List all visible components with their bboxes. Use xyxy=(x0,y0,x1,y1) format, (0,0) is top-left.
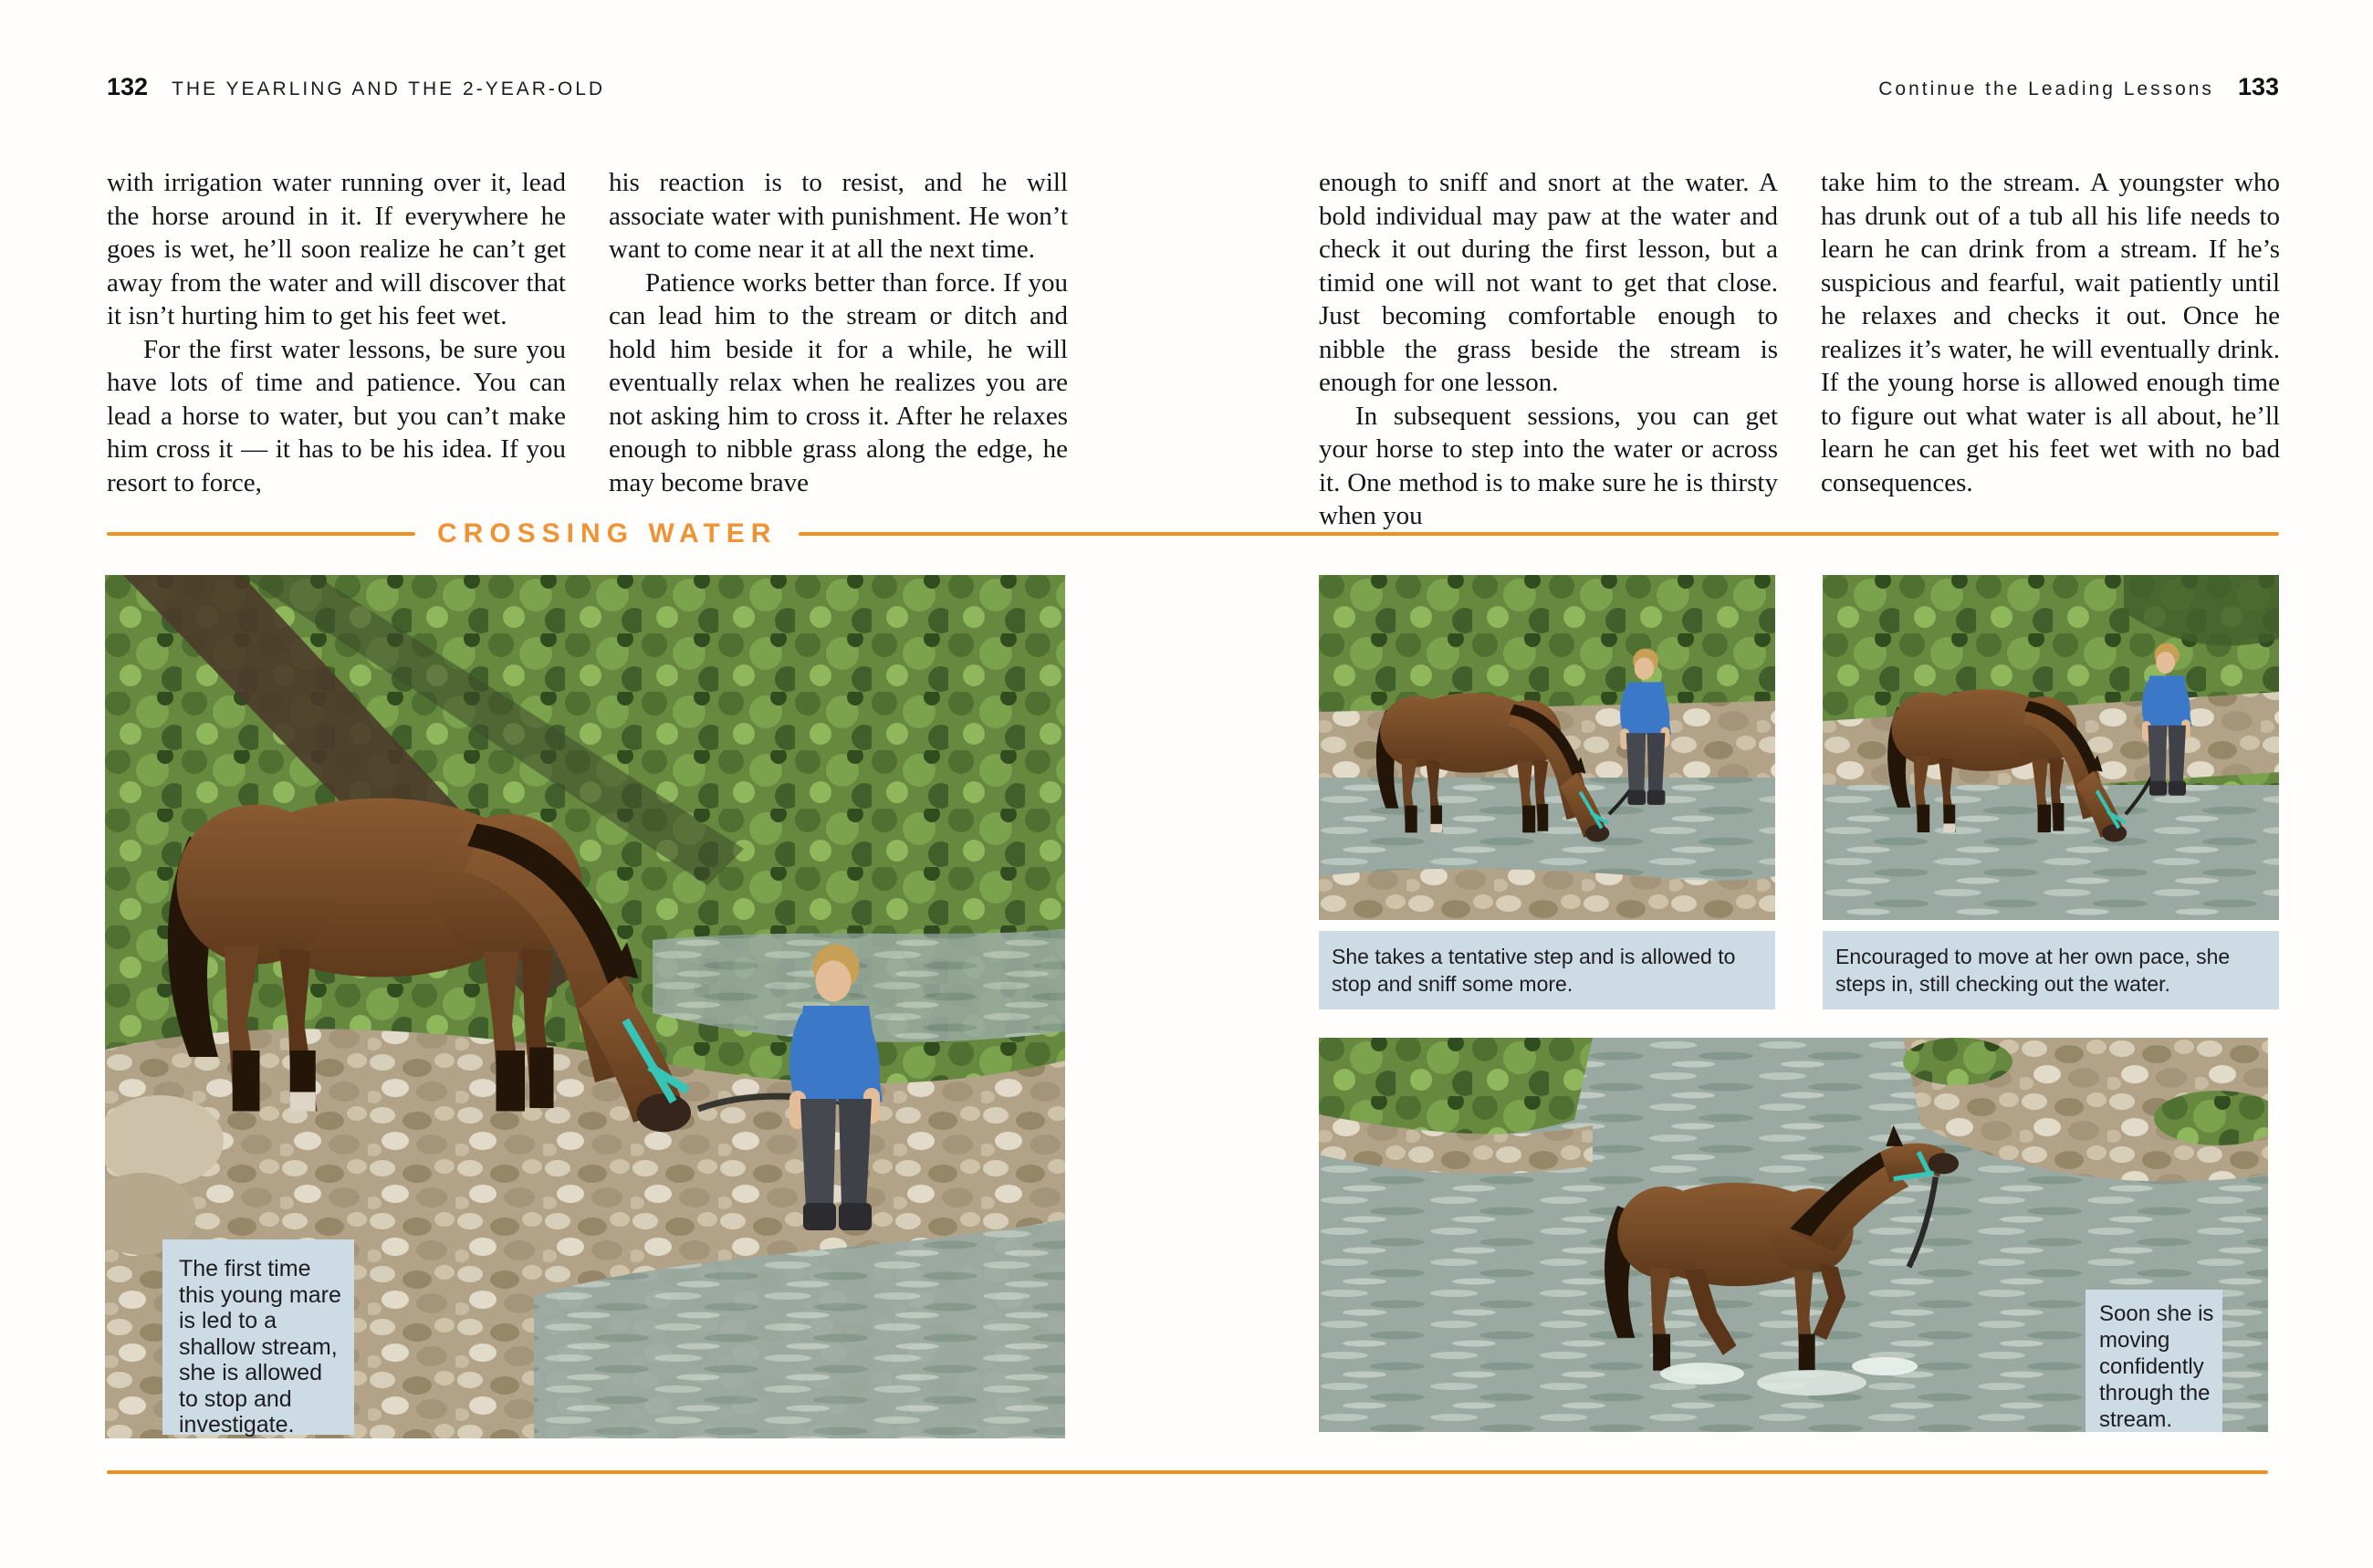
splash xyxy=(1660,1363,1744,1385)
running-head-right: Continue the Leading Lessons xyxy=(1878,78,2214,99)
foliage-texture xyxy=(1319,1038,1593,1136)
page-header-left xyxy=(107,73,605,101)
body-paragraph: with irrigation water running over it, lead the horse around in it. If everywhere he goes is wet, he’ll soon realize he can’t get away from the water and will discover that it isn’t hurting him to get his feet wet. xyxy=(107,168,566,330)
caption-text: She takes a tentative step and is allowed to stop and sniff some more. xyxy=(1332,945,1736,996)
bottom-rule xyxy=(107,1470,2268,1474)
body-paragraph: enough to sniff and snort at the water. A bold individual may paw at the water and check it out during the first lesson, but a timid one will not want to get that close. Just becoming comfortable enough to nibble the grass beside the stream is enough for one lesson. xyxy=(1319,168,1778,397)
page-number-left: 132 xyxy=(107,73,149,100)
text-column-3 xyxy=(1319,166,1778,533)
photo-confident-crossing xyxy=(1319,1038,2268,1432)
body-paragraph: Patience works better than force. If you can lead him to the stream or ditch and hold him beside it for a while, he will eventually relax when he realizes you are not asking him to cross it. After he relaxes enough to nibble grass along the edge, he may become brave xyxy=(609,267,1068,497)
caption-box-main xyxy=(162,1239,354,1435)
caption-text: The first time this young mare is led to a shallow stream, she is allowed to stop and investigate. xyxy=(179,1256,341,1437)
page-header-right xyxy=(1878,73,2279,101)
body-paragraph: In subsequent sessions, you can get your horse to step into the water or across it. One method is to make sure he is thirsty when you xyxy=(1319,401,1778,530)
caption-text: Encouraged to move at her own pace, she steps in, still checking out the water. xyxy=(1835,945,2231,996)
text-column-4 xyxy=(1821,166,2280,499)
heading-rule-right xyxy=(799,532,2279,536)
photo-stepping-in xyxy=(1823,575,2279,920)
caption-text: Soon she is moving confidently through the stream. xyxy=(2099,1301,2214,1432)
grass-tuft xyxy=(1903,1038,2012,1085)
photo-first-approach xyxy=(105,575,1065,1438)
running-head-left: THE YEARLING AND THE 2-YEAR-OLD xyxy=(172,78,606,99)
body-paragraph: take him to the stream. A youngster who has drunk out of a tub all his life needs to learn he can drink from a stream. If he’s suspicious and fearful, wait patiently until he relaxes and checks it out. Once he realizes it’s water, he will eventually drink. If the young horse is allowed enough time to figure out what water is all about, he’ll learn he can get his feet wet with no bad consequences. xyxy=(1821,168,2280,497)
photo-scene xyxy=(1823,575,2279,920)
heading-rule-left xyxy=(107,532,415,536)
page-number-right: 133 xyxy=(2237,73,2279,100)
section-heading xyxy=(107,514,2279,554)
photo-scene xyxy=(1319,575,1775,920)
caption-box-confident xyxy=(2086,1290,2222,1432)
text-column-2 xyxy=(609,166,1068,499)
photo-tentative-step xyxy=(1319,575,1775,920)
body-paragraph: his reaction is to resist, and he will associate water with punishment. He won’t want to come near it at all the next time. xyxy=(609,168,1068,264)
splash xyxy=(1852,1357,1918,1375)
splash xyxy=(1757,1370,1866,1396)
text-column-1 xyxy=(107,166,566,499)
caption-box-pace xyxy=(1823,931,2279,1009)
caption-box-step xyxy=(1319,931,1775,1009)
section-title: CROSSING WATER xyxy=(437,518,778,549)
body-paragraph: For the first water lessons, be sure you have lots of time and patience. You can lead a horse to water, but you can’t make him cross it — it has to be his idea. If you resort to force, xyxy=(107,334,566,497)
